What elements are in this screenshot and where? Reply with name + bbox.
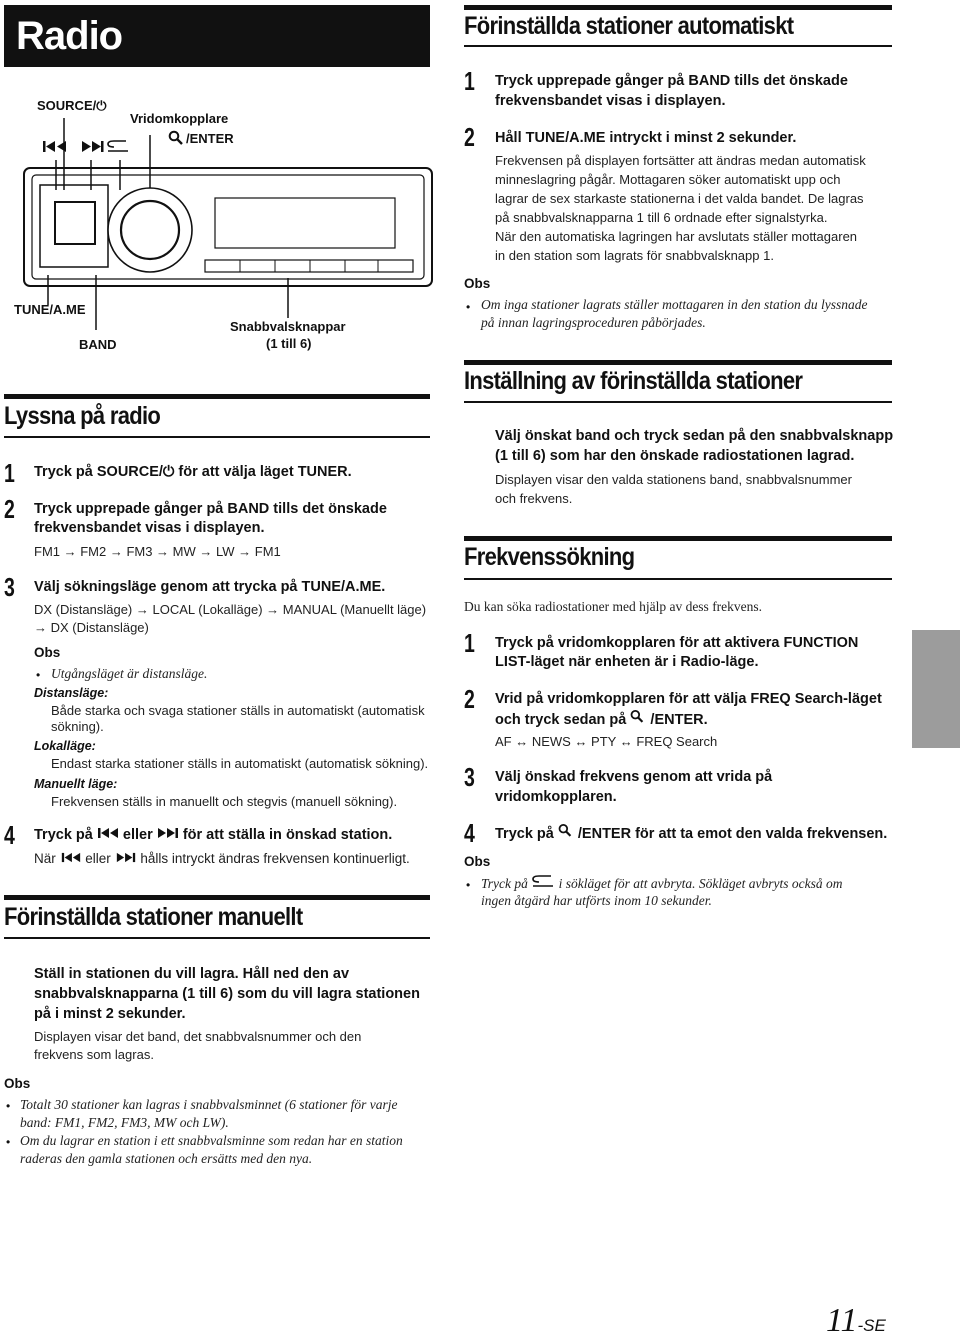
step-text-part: eller [122,827,153,843]
step-text [495,709,708,730]
back-icon [531,874,555,888]
page-title: Radio [4,5,430,67]
step-text-part: Tryck på [495,826,554,842]
page-number-value: 11 [826,1302,858,1339]
obs-item: Om du lagrar en station i ett snabbvalsminne som redan har en station [20,1133,403,1148]
step-sub [34,850,410,868]
step-text: Välj önskad frekvens genom att vrida på [495,769,773,785]
section-heading-manual: Förinställda stationer manuellt [4,903,303,931]
presets-sub-label: (1 till 6) [266,336,312,351]
obs-item: ingen åtgärd har utförts inom 10 sekunder. [481,893,712,908]
step-number: 2 [4,494,15,524]
next-icon [157,827,179,839]
manual-sub: Displayen visar det band, det snabbvalsnummer och den [34,1029,362,1044]
obs-item: Utgångsläget är distansläge. [51,666,208,681]
source-label: SOURCE/⏻ [37,98,107,113]
prev-icon [60,852,82,863]
step-text: frekvensbandet visas i displayen. [34,520,265,536]
step-detail: lagrar de sex starkaste stationerna i det valda bandet. De lagras [495,191,864,206]
step-number: 3 [4,572,15,602]
step-text-part: /ENTER för att ta emot den valda frekvensen. [577,826,888,842]
step-number: 4 [464,818,475,848]
preset-line: (1 till 6) som har den önskade radiostationen lagrad. [495,448,855,464]
manual-line: Ställ in stationen du vill lagra. Håll ned den av [34,966,350,982]
step-text: LIST-läget när enheten är i Radio-läge. [495,654,759,670]
band-label: BAND [79,337,117,352]
obs-label: Obs [34,645,61,660]
local-label: Lokalläge: [34,739,96,753]
step-text-part: för att ställa in önskad station. [182,827,393,843]
manual-text: Frekvensen ställs in manuellt och stegvis (manuell sökning). [51,794,398,809]
preset-sub: Displayen visar den valda stationens band, snabbvalsnummer [495,472,852,487]
step-text-part: /ENTER. [650,712,708,728]
next-icon [115,852,137,863]
step-number: 3 [464,762,475,792]
step-number: 2 [464,122,475,152]
obs-item: band: FM1, FM2, FM3, MW och LW). [20,1115,229,1130]
search-icon [630,709,646,724]
dist-text: Både starka och svaga stationer ställs in automatiskt (automatisk [51,703,425,718]
step-text: Vrid på vridomkopplaren för att välja FREQ Search-läget [495,691,882,707]
mode-sequence: DX (Distansläge) → LOCAL (Lokalläge) → MANUAL (Manuellt läge) [34,602,427,617]
side-tab [912,630,960,748]
step-text: frekvensbandet visas i displayen. [495,93,726,109]
obs-part: i sökläget för att avbryta. Sökläget avbryts också om [558,876,843,891]
step-number: 1 [464,628,475,658]
presets-label: Snabbvalsknappar [230,319,346,334]
step-text: Tryck upprepade gånger på BAND tills det önskade [34,501,387,517]
step-text-part: och tryck sedan på [495,712,627,728]
radio-figure [0,90,440,360]
section-heading-listen: Lyssna på radio [4,402,161,430]
obs-label: Obs [464,276,491,291]
tune-label: TUNE/A.ME [14,302,86,317]
preset-sub: och frekvens. [495,491,573,506]
sub-part: hålls intryckt ändras frekvensen kontinuerligt. [140,851,410,866]
enter-label: /ENTER [186,131,234,146]
step-text: Tryck på vridomkopplaren för att aktivera FUNCTION [495,635,859,651]
section-heading-preset-tune: Inställning av förinställda stationer [464,367,803,395]
step-text-part: Tryck på [34,827,93,843]
manual-line: snabbvalsknapparna (1 till 6) som du vill lagra stationen [34,986,420,1002]
step-text: vridomkopplaren. [495,789,617,805]
page-number [826,1302,886,1340]
obs-label: Obs [464,854,491,869]
section-heading-freq: Frekvenssökning [464,543,635,571]
step-text: Tryck på SOURCE/⏻ för att välja läget TUNER. [34,464,352,480]
dist-text: sökning). [51,719,104,734]
step-detail: minneslagring pågår. Mottagaren söker automatiskt upp och [495,172,841,187]
obs-item: på innan lagringsproceduren påbörjades. [481,315,706,330]
step-text: Välj sökningsläge genom att trycka på TUNE/A.ME. [34,579,386,595]
sub-part: eller [85,851,111,866]
step-text [495,823,887,844]
prev-icon [97,827,119,839]
mode-sequence: → DX (Distansläge) [34,620,149,635]
step-text: Tryck upprepade gånger på BAND tills det önskade [495,73,848,89]
manual-sub: frekvens som lagras. [34,1047,154,1062]
step-detail: på snabbvalsknapparna 1 till 6 ordnade efter signalstyrka. [495,210,828,225]
obs-label: Obs [4,1076,31,1091]
page-lang-suffix: -SE [857,1316,886,1335]
sub-part: När [34,851,56,866]
step-detail: in den station som lagrats för snabbvalsknapp 1. [495,248,774,263]
section-heading-auto: Förinställda stationer automatiskt [464,12,794,40]
rotary-label: Vridomkopplare [130,111,229,126]
step-number: 1 [464,66,475,96]
preset-line: Välj önskat band och tryck sedan på den snabbvalsknapp [495,428,894,444]
step-number: 4 [4,820,15,850]
step-number: 2 [464,684,475,714]
obs-item: Om inga stationer lagrats ställer mottagaren in den station du lyssnade [481,297,868,312]
local-text: Endast starka stationer ställs in automatiskt (automatisk sökning). [51,756,429,771]
step-detail: Frekvensen på displayen fortsätter att ändras medan automatisk [495,153,866,168]
dist-label: Distansläge: [34,686,109,700]
step-number: 1 [4,458,15,488]
obs-item: raderas den gamla stationen och ersätts med den nya. [20,1151,313,1166]
step-detail: När den automatiska lagringen har avslutats ställer mottagaren [495,229,858,244]
step-text: Håll TUNE/A.ME intryckt i minst 2 sekunder. [495,130,797,146]
band-sequence: FM1 → FM2 → FM3 → MW → LW → FM1 [34,544,281,559]
obs-item [481,874,842,893]
freq-sequence: AF ↔ NEWS ↔ PTY ↔ FREQ Search [495,734,718,749]
search-icon [558,823,574,838]
obs-item: Totalt 30 stationer kan lagras i snabbvalsminnet (6 stationer för varje [20,1097,398,1112]
freq-intro: Du kan söka radiostationer med hjälp av dess frekvens. [464,599,763,614]
obs-part: Tryck på [481,876,528,891]
step-text [34,825,392,845]
manual-label: Manuellt läge: [34,777,118,791]
manual-line: på i minst 2 sekunder. [34,1006,186,1022]
